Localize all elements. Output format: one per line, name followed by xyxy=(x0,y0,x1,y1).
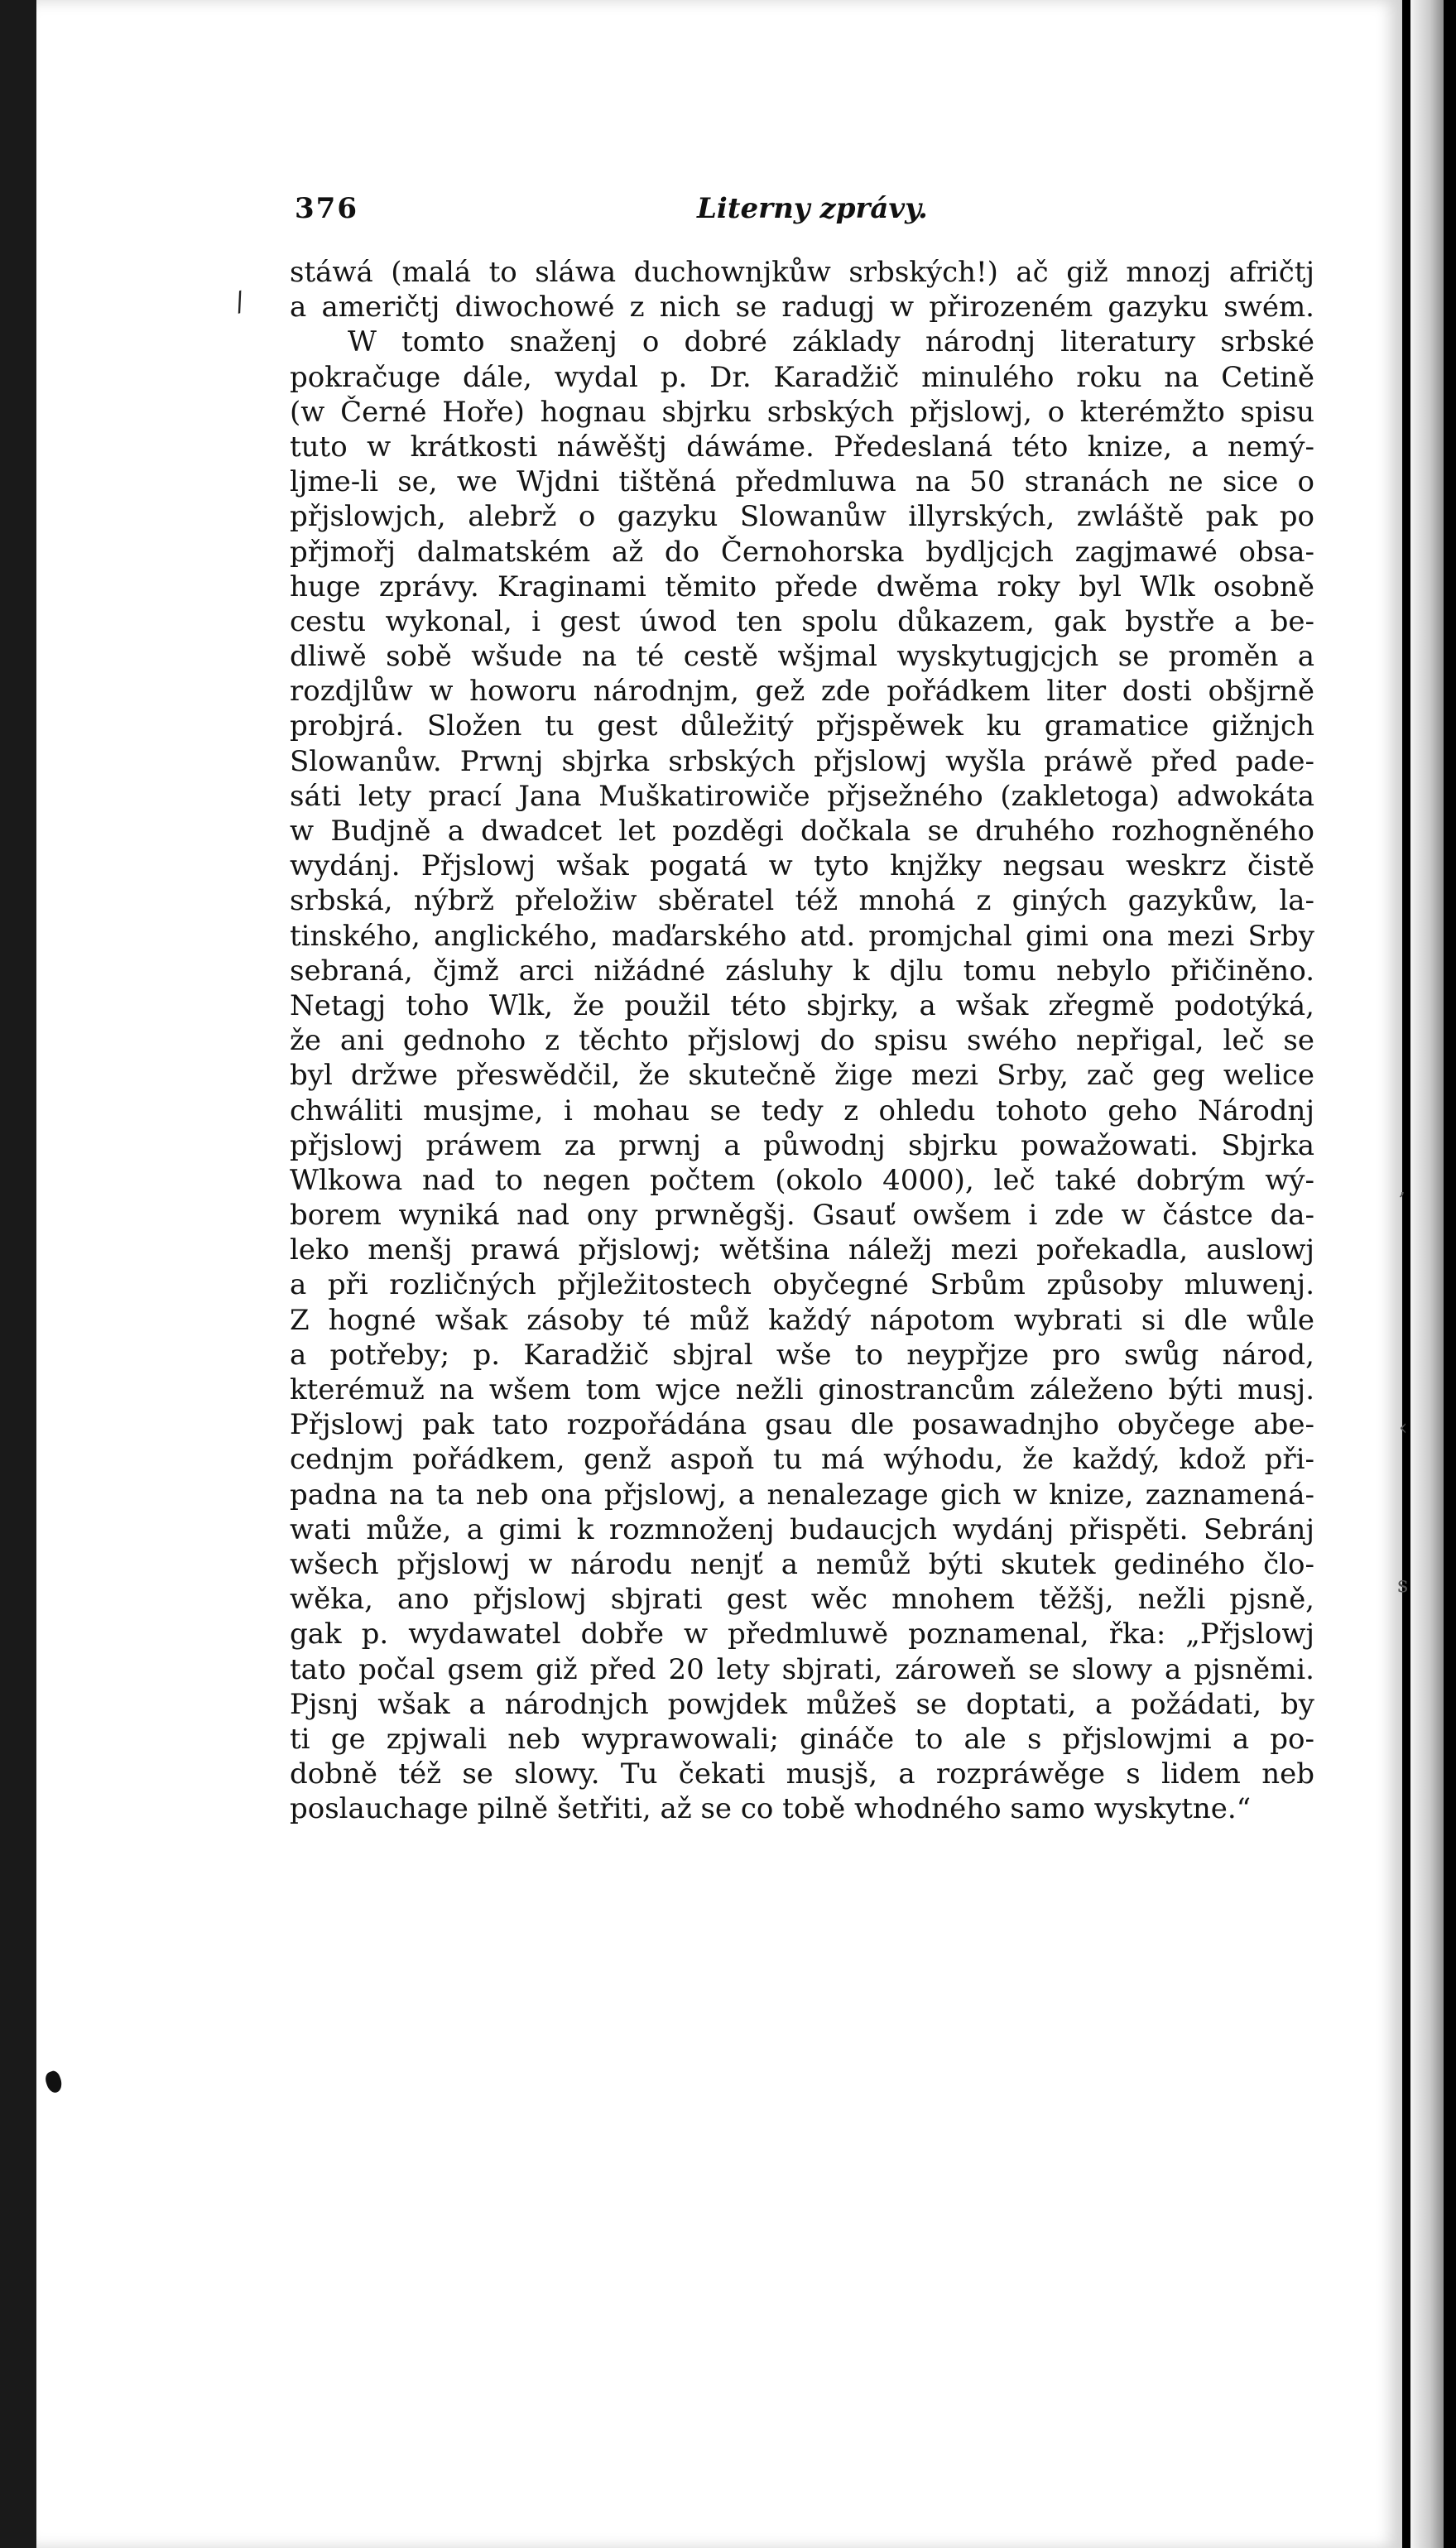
text-line: borem wyniká nad ony prwněgšj. Gsauť owšem i zde w částce da- xyxy=(290,1199,1314,1233)
text-line: a potřeby; p. Karadžič sbjral wše to neypřjze pro swůg národ, xyxy=(290,1338,1314,1372)
text-line: a američtj diwochowé z nich se radugj w přirozeném gazyku swém. xyxy=(290,291,1314,325)
page-number: 376 xyxy=(295,192,358,225)
text-line: wěka, ano přjslowj sbjrati gest wěc mnohem těžšj, nežli pjsně, xyxy=(290,1583,1314,1617)
text-line: Pjsnj wšak a národnjch powjdek můžeš se doptati, a požádati, by xyxy=(290,1687,1314,1721)
page-fold-shadow xyxy=(1410,0,1444,2548)
text-line: chwáliti musjme, i mohau se tedy z ohledu tohoto geho Národnj xyxy=(290,1094,1314,1127)
text-line: probjrá. Složen tu gest důležitý přjspěwek ku gramatice gižnjch xyxy=(290,709,1314,743)
text-line: ti ge zpjwali neb wyprawowali; gináče to ale s přjslowjmi a po- xyxy=(290,1722,1314,1756)
text-line: Z hogné wšak zásoby té můž každý nápotom wybrati si dle wůle xyxy=(290,1303,1314,1337)
text-line: kterémuž na wšem tom wjce nežli ginostrancům záleženo býti musj. xyxy=(290,1373,1314,1406)
text-line: a při rozličných přjležitostech obyčegné Srbům způsoby mluwenj. xyxy=(290,1268,1314,1302)
text-line: Slowanůw. Prwnj sbjrka srbských přjslowj wyšla práwě před pade- xyxy=(290,744,1314,778)
text-line: tuto w krátkosti náwěštj dáwáme. Předeslaná této knize, a nemý- xyxy=(290,430,1314,464)
page-header xyxy=(295,192,1356,242)
text-line: tinského, anglického, maďarského atd. promjchal gimi ona mezi Srby xyxy=(290,919,1314,953)
margin-mark: s xyxy=(1397,1573,1409,1598)
text-line: sebraná, čjmž arci nižádné zásluhy k djlu tomu nebylo přičiněno. xyxy=(290,954,1314,988)
text-line: Netagj toho Wlk, že použil této sbjrky, a wšak zřegmě podotýká, xyxy=(290,988,1314,1022)
text-line: leko menšj prawá přjslowj; wětšina náležj mezi pořekadla, auslowj xyxy=(290,1233,1314,1267)
text-line: přjslowj práwem za prwnj a půwodnj sbjrku powažowati. Sbjrka xyxy=(290,1128,1314,1162)
text-line: wydánj. Přjslowj wšak pogatá w tyto knjžky negsau weskrz čistě xyxy=(290,849,1314,883)
body-text xyxy=(290,255,1314,1826)
text-line: přjmořj dalmatském až do Černohorska bydljcjch zagjmawé obsa- xyxy=(290,535,1314,569)
text-line: gak p. wydawatel dobře w předmluwě poznamenal, řka: „Přjslowj xyxy=(290,1618,1314,1651)
text-line: stáwá (malá to sláwa duchownjkůw srbských!) ač giž mnozj afričtj xyxy=(290,256,1314,289)
text-line: cednjm pořádkem, genž aspoň tu má wýhodu, že každý, kdož při- xyxy=(290,1443,1314,1477)
margin-mark: / xyxy=(231,285,248,318)
text-line: srbská, nýbrž přeložiw sběratel též mnohá z giných gazykůw, la- xyxy=(290,884,1314,918)
margin-mark: , xyxy=(1399,1175,1406,1200)
text-line: přjslowjch, alebrž o gazyku Slowanůw illyrských, zwláště pak po xyxy=(290,500,1314,534)
running-head: Literny zprávy. xyxy=(697,192,928,225)
text-line: Přjslowj pak tato rozpořádána gsau dle posawadnjho obyčege abe- xyxy=(290,1408,1314,1442)
text-line: (w Černé Hoře) hognau sbjrku srbských přjslowj, o kterémžto spisu xyxy=(290,395,1314,429)
text-line: Wlkowa nad to negen počtem (okolo 4000), leč také dobrým wý- xyxy=(290,1163,1314,1197)
text-line: pokračuge dále, wydal p. Dr. Karadžič minulého roku na Cetině xyxy=(290,360,1314,394)
text-line: padna na ta neb ona přjslowj, a nenalezage gich w knize, zaznamená- xyxy=(290,1478,1314,1512)
text-line: sáti lety prací Jana Muškatirowiče přjsežného (zakletoga) adwokáta xyxy=(290,779,1314,813)
text-line: dliwě sobě wšude na té cestě wšjmal wyskytugjcjch se proměn a xyxy=(290,640,1314,674)
text-line: cestu wykonal, i gest úwod ten spolu důkazem, gak bystře a be- xyxy=(290,604,1314,638)
text-line: wšech přjslowj w národu nenjť a nemůž býti skutek gediného člo- xyxy=(290,1547,1314,1581)
text-line: tato počal gsem giž před 20 lety sbjrati, zároweň se slowy a pjsněmi. xyxy=(290,1652,1314,1686)
text-line: w Budjně a dwadcet let pozděgi dočkala se druhého rozhogněného xyxy=(290,815,1314,848)
text-line: dobně též se slowy. Tu čekati musjš, a rozpráwěge s lidem neb xyxy=(290,1757,1314,1791)
text-line: že ani gednoho z těchto přjslowj do spisu swého nepřigal, leč se xyxy=(290,1024,1314,1058)
text-line: rozdjlůw w howoru národnjm, gež zde pořádkem liter dosti obšjrně xyxy=(290,675,1314,709)
text-line: byl držwe přeswědčil, že skutečně žige mezi Srby, zač geg welice xyxy=(290,1059,1314,1093)
text-line: wati může, a gimi k rozmnoženj budaucjch wydánj přispěti. Sebránj xyxy=(290,1512,1314,1546)
text-line: poslauchage pilně šetřiti, až se co tobě whodného samo wyskytne.“ xyxy=(290,1792,1252,1826)
margin-mark: ‹ xyxy=(1399,1416,1408,1440)
text-line: huge zprávy. Kraginami těmito přede dwěma roky byl Wlk osobně xyxy=(290,570,1314,603)
text-line: W tomto snaženj o dobré základy národnj literatury srbské xyxy=(348,325,1314,359)
text-line: ljme-li se, we Wjdni tištěná předmluwa na 50 stranách ne sice o xyxy=(290,465,1314,499)
